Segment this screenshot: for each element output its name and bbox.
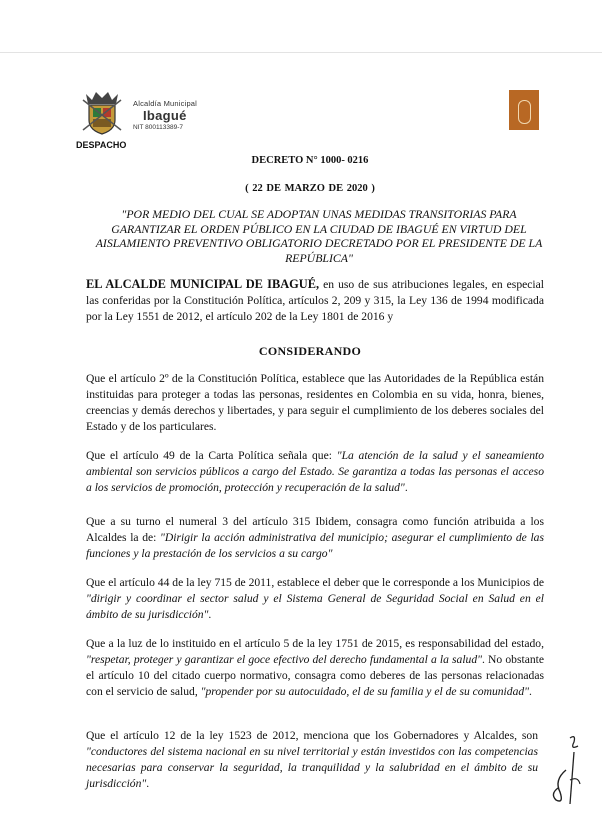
music-note-icon [518,100,531,124]
org-nit: NIT 800113389-7 [133,124,183,131]
p2-text: Que el artículo 49 de la Carta Política señala que: [86,449,337,462]
p5-end: . [529,685,532,698]
p3-quote: "Dirigir la acción administrativa del municipio; asegurar el cumplimiento de las funciones y la prestación de los servicios a su cargo" [86,531,544,560]
office-label: DESPACHO [76,140,127,150]
p5-text-2: . No obstante el artículo 10 del citado cuerpo normativo, consagra como deberes de las personas relacionadas con el servicio de salud, [86,653,544,698]
p4-quote: "dirigir y coordinar el sector salud y el Sistema General de Seguridad Social en Salud en el ámbito de su jurisdicción" [86,592,544,621]
p4-end: . [208,608,212,621]
intro-paragraph [86,276,544,325]
consideration-paragraph-2 [86,448,544,496]
decree-title: "POR MEDIO DEL CUAL SE ADOPTAN UNAS MEDIDAS TRANSITORIAS PARA GARANTIZAR EL ORDEN PÚBLICO EN LA CIUDAD DE IBAGUÉ EN VIRTUD DEL AISLAMIENTO PREVENTIVO OBLIGATORIO DECRETADO POR EL PRESIDENTE DE LA REPÚBLICA" [95,207,543,265]
page-top-edge [0,52,602,53]
consideration-paragraph-6 [86,728,538,792]
decree-date: ( 22 DE MARZO DE 2020 ) [245,183,375,194]
p2-quote: "La atención de la salud y el saneamiento ambiental son servicios públicos a cargo del Estado. Se garantiza a todas las personas el acceso a los servicios de promoción, protección y recuperación de la salud" [86,449,545,494]
consideration-paragraph-5 [86,636,544,700]
p6-text: Que el artículo 12 de la ley 1523 de 2012, menciona que los Gobernadores y Alcaldes, son [86,729,538,742]
section-heading: CONSIDERANDO [258,344,362,358]
consideration-paragraph-1: Que el artículo 2º de la Constitución Política, establece que las Autoridades de la República están instituidas para proteger a todas las personas, residentes en Colombia en su vida, honra, bienes, creencias y demás derechos y libertades, y para seguir el cumplimiento de los deberes sociales del Estado y de los particulares. [86,372,544,433]
municipality-logo-text [133,99,197,131]
org-line-1: Alcaldía Municipal [133,99,198,108]
ibague-coat-of-arms-icon [80,90,124,136]
consideration-paragraph-3 [86,514,544,562]
p3-text: Que a su turno el numeral 3 del artículo 315 Ibidem, consagra como función atribuida a los Alcaldes la de: [86,515,544,544]
intro-bold: EL ALCALDE MUNICIPAL DE IBAGUÉ, [86,277,320,291]
p6-quote: "conductores del sistema nacional en su nivel territorial y están investidos con las competencias necesarias para conservar la seguridad, la tranquilidad y la salubridad en el ámbito de su jurisdicción" [86,745,538,790]
org-name: Ibagué [143,108,187,123]
consideration-paragraph-4 [86,575,544,623]
p4-text: Que el artículo 44 de la ley 715 de 2011, establece el deber que le corresponde a los Municipios de [86,576,545,589]
decree-number: DECRETO N° 1000- 0216 [251,155,369,166]
intro-text: en uso de sus atribuciones legales, en especial las conferidas por la Constitución Política, artículos 2, 209 y 315, la Ley 136 de 1994 modificada por la Ley 1551 de 2012, el artículo 202 de la Ley 1801 de 2016 y [86,278,544,323]
handwritten-initials-signature [540,730,590,810]
p2-end: . [404,481,408,494]
p5-quote-2: "propender por su autocuidado, el de su familia y el de su comunidad" [200,685,530,698]
p5-text: Que a la luz de lo instituido en el artículo 5 de la ley 1751 de 2015, es responsabilidad del estado, [86,637,544,650]
musical-capital-badge-icon [509,90,539,130]
p5-quote-1: "respetar, proteger y garantizar el goce efectivo del derecho fundamental a la salud" [86,653,483,666]
p6-end: . [146,777,150,790]
